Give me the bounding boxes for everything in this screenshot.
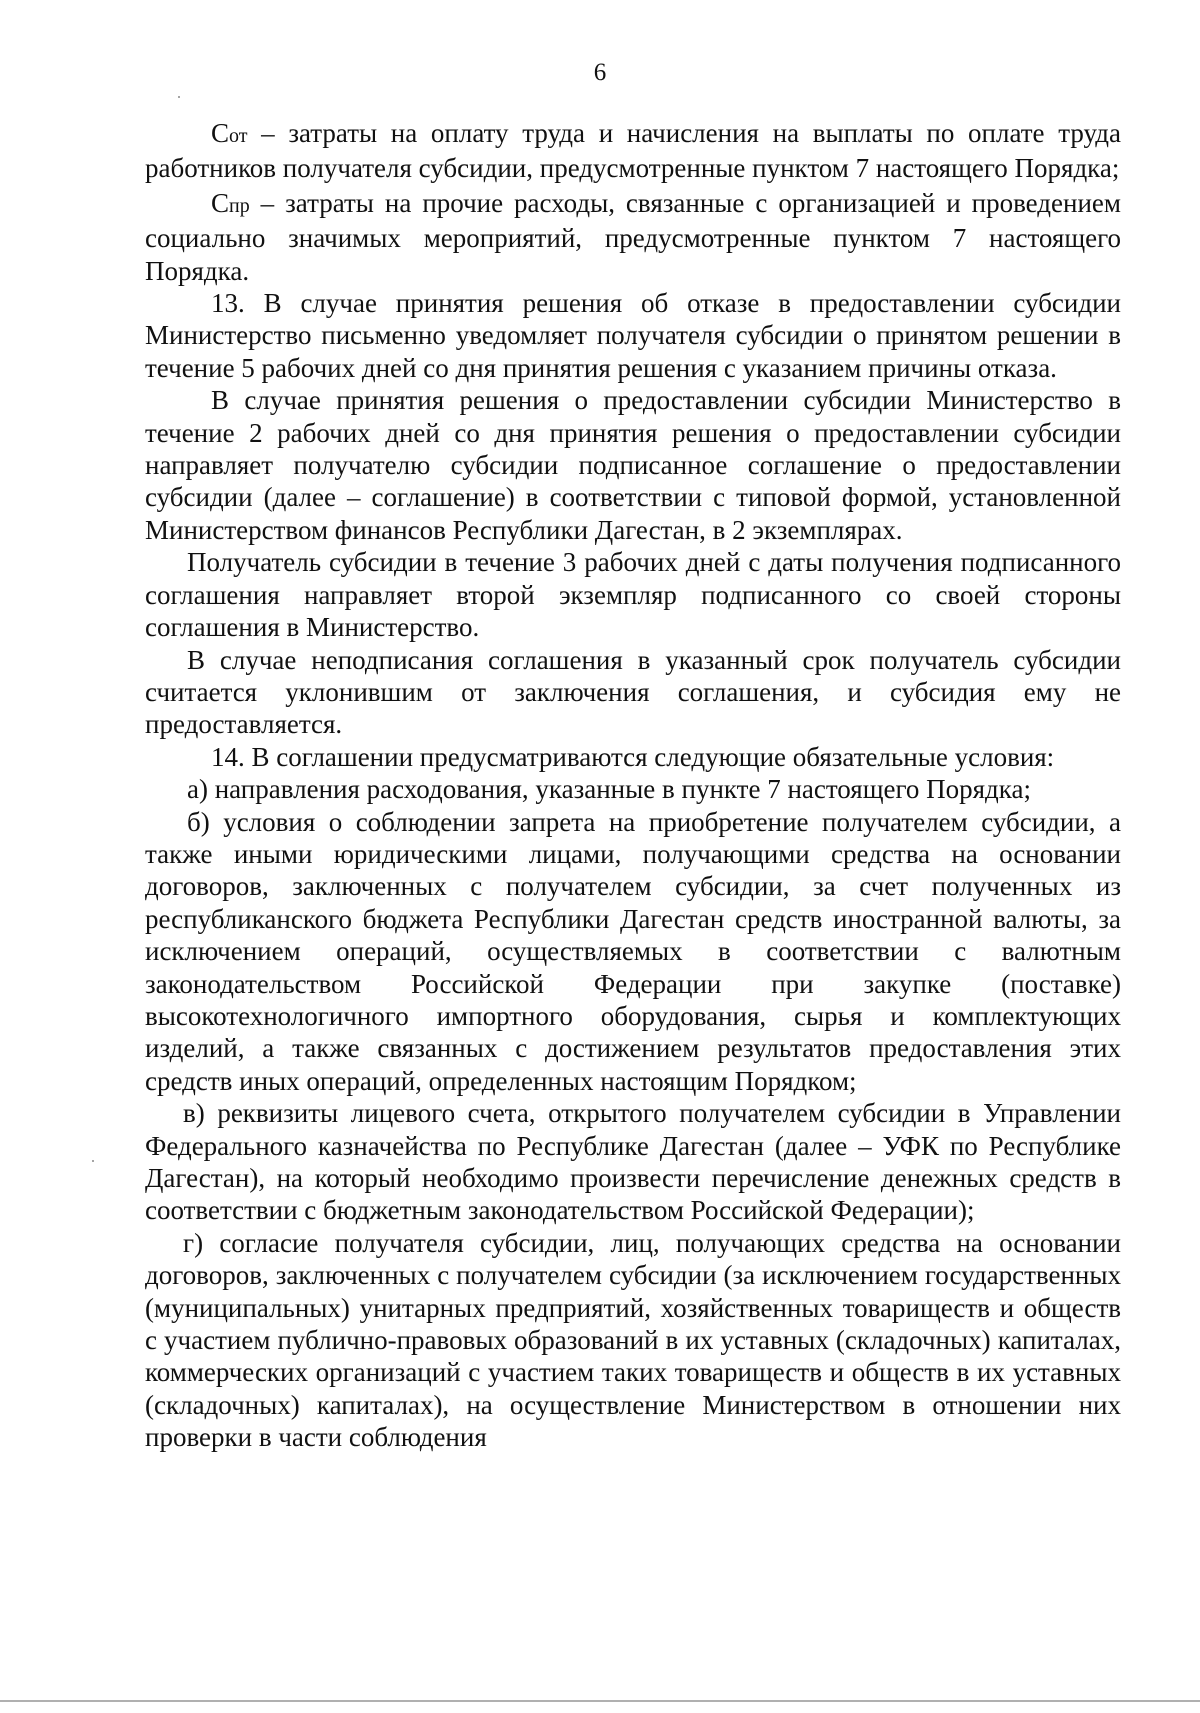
c-ot-symbol: С — [211, 118, 230, 148]
c-pr-symbol: С — [211, 187, 230, 218]
document-body — [145, 117, 1121, 1454]
clause-13-approval: В случае принятия решения о предоставлении субсидии Министерство в течение 2 рабочих дней со дня принятия решения о предоставлении субсидии направляет получателю субсидии подписанное соглашение о предоставлении субсидии (далее – соглашение) в соответствии с типовой формой, установленной Министерством финансов Республики Дагестан, в 2 экземплярах. — [145, 385, 1121, 545]
clause-14-heading: 14. В соглашении предусматриваются следующие обязательные условия: — [211, 741, 1055, 772]
page-number: 6 — [593, 59, 607, 86]
scan-speck — [92, 1160, 94, 1162]
c-ot-subscript: от — [229, 125, 248, 147]
definition-c-pr — [145, 187, 1121, 287]
clause-13-refusal: 13. В случае принятия решения об отказе в предоставлении субсидии Министерство письменно уведомляет получателя субсидии о принятом решении в течение 5 рабочих дней со дня принятия решения с указанием причины отказа. — [145, 288, 1121, 383]
clause-13-recipient: Получатель субсидии в течение 3 рабочих дней с даты получения подписанного соглашения направляет второй экземпляр подписанного со своей стороны соглашения в Министерство. — [145, 547, 1121, 643]
clause-13-not-signed: В случае неподписания соглашения в указанный срок получатель субсидии считается уклонившим от заключения соглашения, и субсидия ему не предоставляется. — [145, 644, 1121, 740]
c-ot-text: – затраты на оплату труда и начисления на выплаты по оплате труда работников получателя субсидии, предусмотренные пунктом 7 настоящего Порядка; — [145, 118, 1121, 184]
clause-14-g: г) согласие получателя субсидии, лиц, получающих средства на основании договоров, заключенных с получателем субсидии (за исключением государственных (муниципальных) унитарных предприятий, хозяйственных товариществ и обществ с участием публично-правовых образований в их уставных (складочных) капиталах, коммерческих организаций с участием таких товариществ и обществ в их уставных (складочных) капиталах), на осуществление Министерством в отношении них проверки в части соблюдения — [145, 1227, 1121, 1453]
clause-14-a: а) направления расходования, указанные в пункте 7 настоящего Порядка; — [187, 774, 1031, 805]
definition-c-ot — [145, 117, 1121, 185]
scan-speck — [178, 96, 180, 98]
clause-14-v: в) реквизиты лицевого счета, открытого получателем субсидии в Управлении Федерального казначейства по Республике Дагестан (далее – УФК по Республике Дагестан), на который необходимо произвести перечисление денежных средств в соответствии с бюджетным законодательством Российской Федерации); — [145, 1098, 1121, 1226]
clause-14-b: б) условия о соблюдении запрета на приобретение получателем субсидии, а также иными юридическими лицами, получающими средства на основании договоров, заключенных с получателем субсидии, за счет полученных из республиканского бюджета Республики Дагестан средств иностранной валюты, за исключением операций, осуществляемых в соответствии с валютным законодательством Российской Федерации при закупке (поставке) высокотехнологичного импортного оборудования, сырья и комплектующих изделий, а также связанных с достижением результатов предоставления этих средств иных операций, определенных настоящим Порядком; — [145, 806, 1121, 1096]
c-pr-subscript: пр — [229, 194, 250, 217]
page-bottom-edge — [0, 1700, 1200, 1702]
c-pr-text: – затраты на прочие расходы, связанные с организацией и проведением социально значимых мероприятий, предусмотренные пунктом 7 настоящего Порядка. — [145, 187, 1121, 286]
